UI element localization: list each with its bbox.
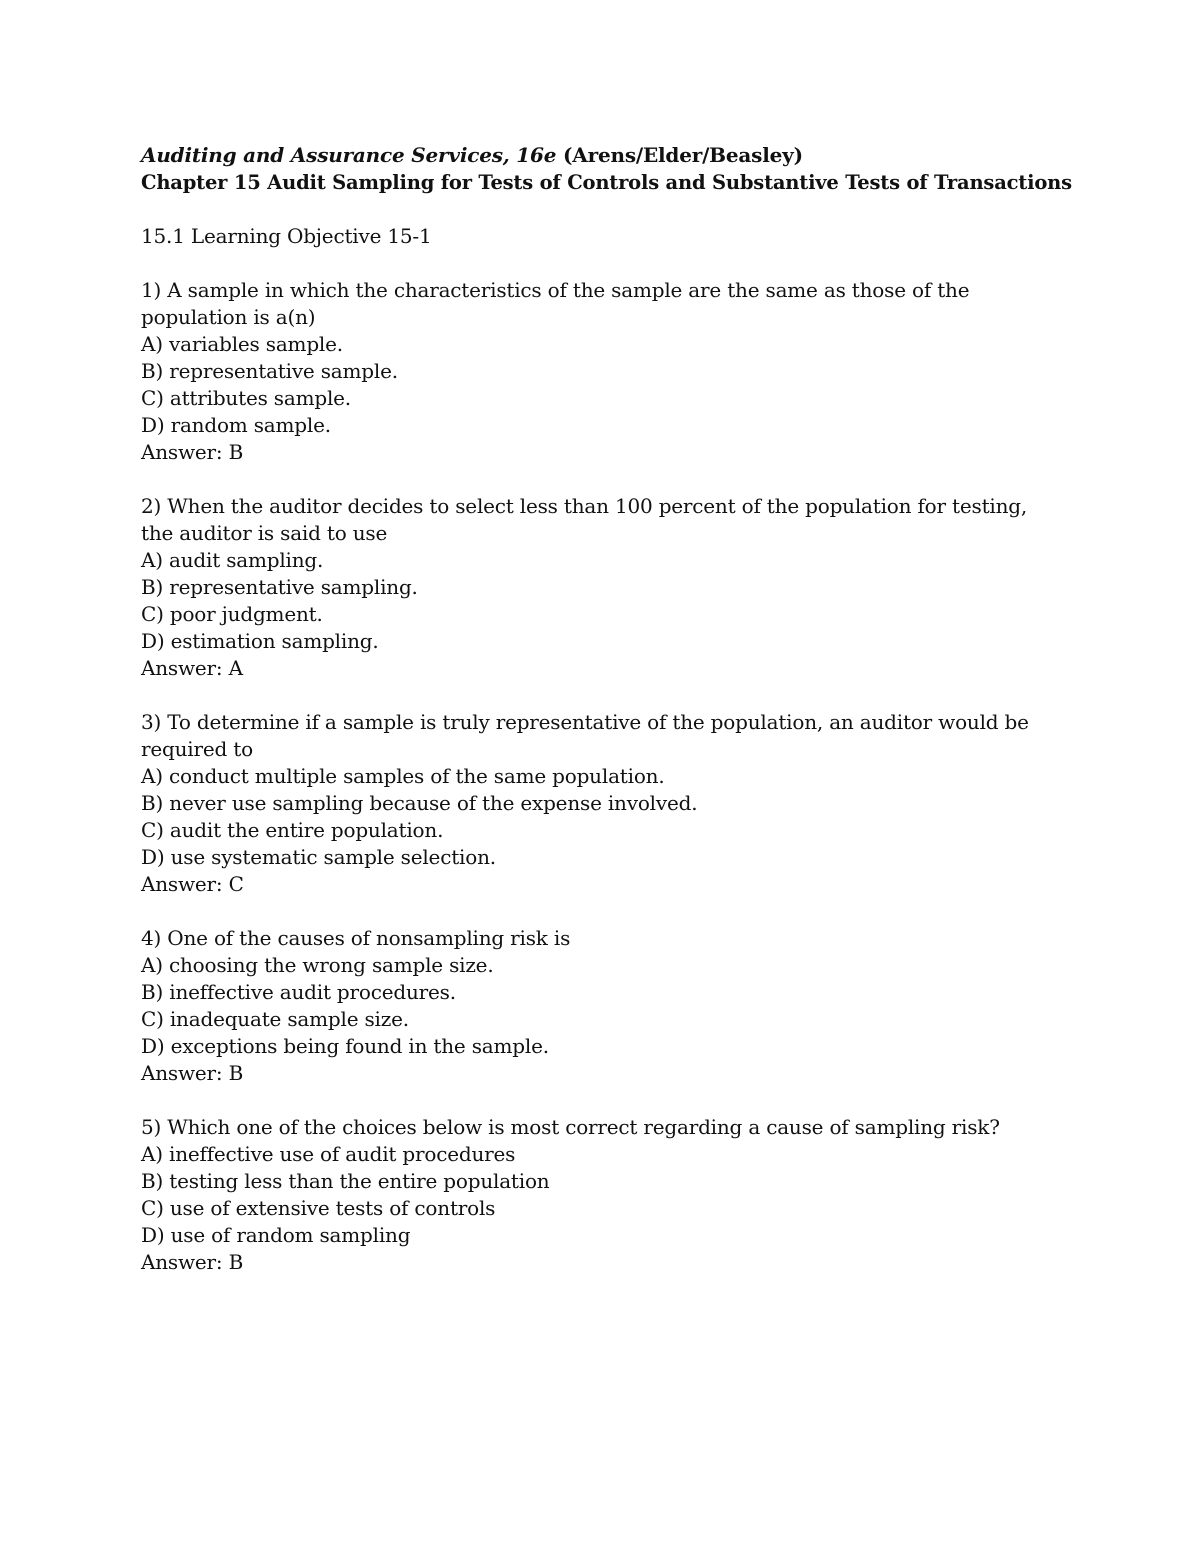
book-title-line [141,142,1101,169]
choice-b: B) representative sample. [141,359,398,383]
book-title: Auditing and Assurance Services, 16e [141,143,557,167]
choice-a: A) audit sampling. [141,548,324,572]
question-1 [141,277,1101,466]
authors: (Arens/Elder/Beasley) [563,143,803,167]
question-stem: 5) Which one of the choices below is most correct regarding a cause of sampling risk? [141,1115,1000,1139]
question-stem: 4) One of the causes of nonsampling risk is [141,926,571,950]
choice-c: C) inadequate sample size. [141,1007,409,1031]
spacer [141,898,1101,925]
question-stem: 2) When the auditor decides to select less than 100 percent of the population for testing, the auditor is said to use [141,494,1028,545]
spacer [141,196,1101,223]
spacer [141,682,1101,709]
choice-d: D) use systematic sample selection. [141,845,496,869]
choice-a: A) ineffective use of audit procedures [141,1142,516,1166]
choice-c: C) attributes sample. [141,386,351,410]
choice-a: A) variables sample. [141,332,343,356]
learning-objective: 15.1 Learning Objective 15-1 [141,224,432,248]
answer: Answer: B [141,1250,244,1274]
answer: Answer: B [141,440,244,464]
answer: Answer: C [141,872,244,896]
question-4 [141,925,1101,1087]
answer: Answer: A [141,656,243,680]
choice-d: D) random sample. [141,413,331,437]
choice-c: C) use of extensive tests of controls [141,1196,496,1220]
choice-c: C) audit the entire population. [141,818,444,842]
answer: Answer: B [141,1061,244,1085]
choice-b: B) testing less than the entire population [141,1169,550,1193]
choice-b: B) representative sampling. [141,575,418,599]
spacer [141,250,1101,277]
question-5 [141,1114,1101,1276]
question-stem: 1) A sample in which the characteristics of the sample are the same as those of the population is a(n) [141,278,970,329]
choice-a: A) choosing the wrong sample size. [141,953,494,977]
spacer [141,466,1101,493]
choice-d: D) exceptions being found in the sample. [141,1034,549,1058]
question-3 [141,709,1101,898]
choice-c: C) poor judgment. [141,602,323,626]
choice-b: B) never use sampling because of the expense involved. [141,791,698,815]
question-2 [141,493,1101,682]
question-stem: 3) To determine if a sample is truly representative of the population, an auditor would be required to [141,710,1029,761]
choice-d: D) use of random sampling [141,1223,411,1247]
chapter-title: Chapter 15 Audit Sampling for Tests of Controls and Substantive Tests of Transactions [141,171,1072,194]
document-page [141,142,1101,1276]
choice-a: A) conduct multiple samples of the same population. [141,764,665,788]
choice-b: B) ineffective audit procedures. [141,980,456,1004]
spacer [141,1087,1101,1114]
choice-d: D) estimation sampling. [141,629,379,653]
